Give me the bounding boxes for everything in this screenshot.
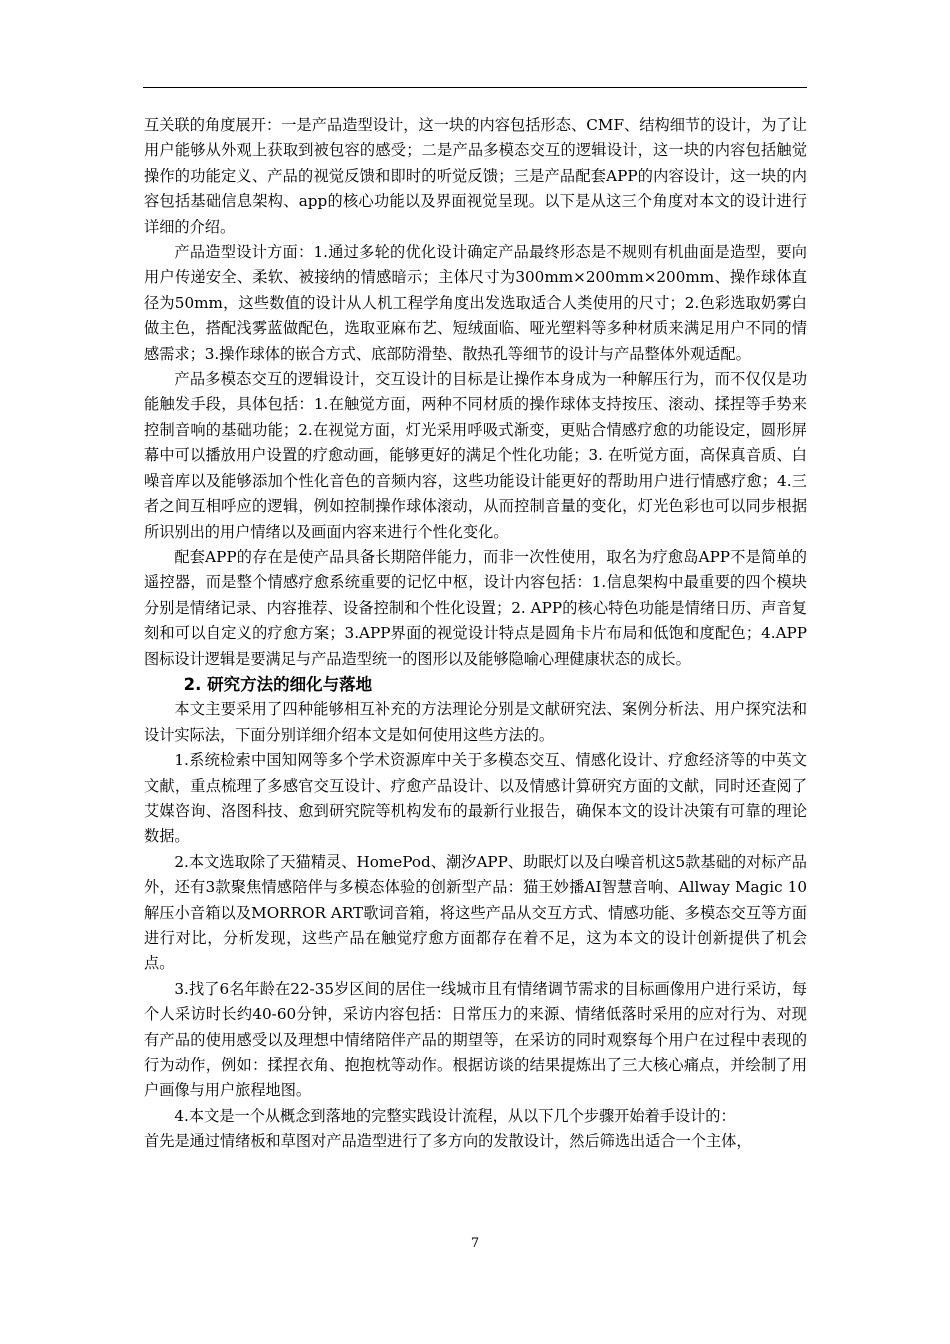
paragraph: 配套APP的存在是使产品具备长期陪伴能力，而非一次性使用，取名为疗愈岛APP不是简单的遥控器，而是整个情感疗愈系统重要的记忆中枢，设计内容包括：1.信息架构中最重要的四个模块分别是情绪记录、内容推荐、设备控制和个性化设置；2. APP的核心特色功能是情绪日历、声音复刻和可以自定义的疗愈方案；3.APP界面的视觉设计特点是圆角卡片布局和低饱和度配色；4.APP图标设计逻辑是要满足与产品造型统一的图形以及能够隐喻心理健康状态的成长。 <box>144 547 807 668</box>
paragraph: 2.本文选取除了天猫精灵、HomePod、潮汐APP、助眠灯以及白噪音机这5款基础的对标产品外，还有3款聚焦情感陪伴与多模态体验的创新型产品：猫王妙播AI智慧音响、Allway Magic 10解压小音箱以及MORROR ART歌词音箱，将这些产品从交互方式、情感功能、多模态交互等方面进行对比，分析发现，这些产品在触觉疗愈方面都存在着不足，这为本文的设计创新提供了机会点。 <box>144 852 807 973</box>
paragraph: 产品多模态交互的逻辑设计，交互设计的目标是让操作本身成为一种解压行为，而不仅仅是功能触发手段，具体包括：1.在触觉方面，两种不同材质的操作球体支持按压、滚动、揉捏等手势来控制音响的基础功能；2.在视觉方面，灯光采用呼吸式渐变，更贴合情感疗愈的功能设定，圆形屏幕中可以播放用户设置的疗愈动画，能够更好的满足个性化功能；3. 在听觉方面，高保真音质、白噪音库以及能够添加个性化音色的音频内容，这些功能设计能更好的帮助用户进行情感疗愈；4.三者之间互相呼应的逻辑，例如控制操作球体滚动，从而控制音量的变化，灯光色彩也可以同步根据所识别出的用户情绪以及画面内容来进行个性化变化。 <box>144 370 807 541</box>
paragraph: 1.系统检索中国知网等多个学术资源库中关于多模态交互、情感化设计、疗愈经济等的中英文文献，重点梳理了多感官交互设计、疗愈产品设计、以及情感计算研究方面的文献，同时还查阅了艾媒咨询、洛图科技、愈到研究院等机构发布的最新行业报告，确保本文的设计决策有可靠的理论数据。 <box>144 751 807 846</box>
page-number: 7 <box>470 1236 480 1251</box>
body-text <box>144 113 807 1155</box>
header-rule <box>143 87 807 88</box>
paragraph: 互关联的角度展开：一是产品造型设计，这一块的内容包括形态、CMF、结构细节的设计，为了让用户能够从外观上获取到被包容的感受；二是产品多模态交互的逻辑设计，这一块的内容包括触觉操作的功能定义、产品的视觉反馈和即时的听觉反馈；三是产品配套APP的内容设计，这一块的内容包括基础信息架构、app的核心功能以及界面视觉呈现。以下是从这三个角度对本文的设计进行详细的介绍。 <box>144 116 807 236</box>
section-heading: 2. 研究方法的细化与落地 <box>183 674 373 694</box>
paragraph: 4.本文是一个从概念到落地的完整实践设计流程，从以下几个步骤开始着手设计的： <box>174 1106 736 1125</box>
paragraph: 产品造型设计方面：1.通过多轮的优化设计确定产品最终形态是不规则有机曲面是造型，要向用户传递安全、柔软、被接纳的情感暗示；主体尺寸为300mm×200mm×200mm、操作球体直径为50mm，这些数值的设计从人机工程学角度出发选取适合人类使用的尺寸；2.色彩选取奶雾白做主色，搭配浅雾蓝做配色，选取亚麻布艺、短绒面临、哑光塑料等多种材质来满足用户不同的情感需求；3.操作球体的嵌合方式、底部防滑垫、散热孔等细节的设计与产品整体外观适配。 <box>144 243 807 363</box>
paragraph: 3.找了6名年龄在22-35岁区间的居住一线城市且有情绪调节需求的目标画像用户进行采访，每个人采访时长约40-60分钟，采访内容包括：日常压力的来源、情绪低落时采用的应对行为、对现有产品的使用感受以及理想中情绪陪伴产品的期望等，在采访的同时观察每个用户在过程中表现的行为动作，例如：揉捏衣角、抱抱枕等动作。根据访谈的结果提炼出了三大核心痛点，并绘制了用户画像与用户旅程地图。 <box>144 979 807 1100</box>
paragraph: 本文主要采用了四种能够相互补充的方法理论分别是文献研究法、案例分析法、用户探究法和设计实际法，下面分别详细介绍本文是如何使用这些方法的。 <box>144 700 807 744</box>
paragraph: 首先是通过情绪板和草图对产品造型进行了多方向的发散设计，然后筛选出适合一个主体， <box>144 1132 752 1151</box>
